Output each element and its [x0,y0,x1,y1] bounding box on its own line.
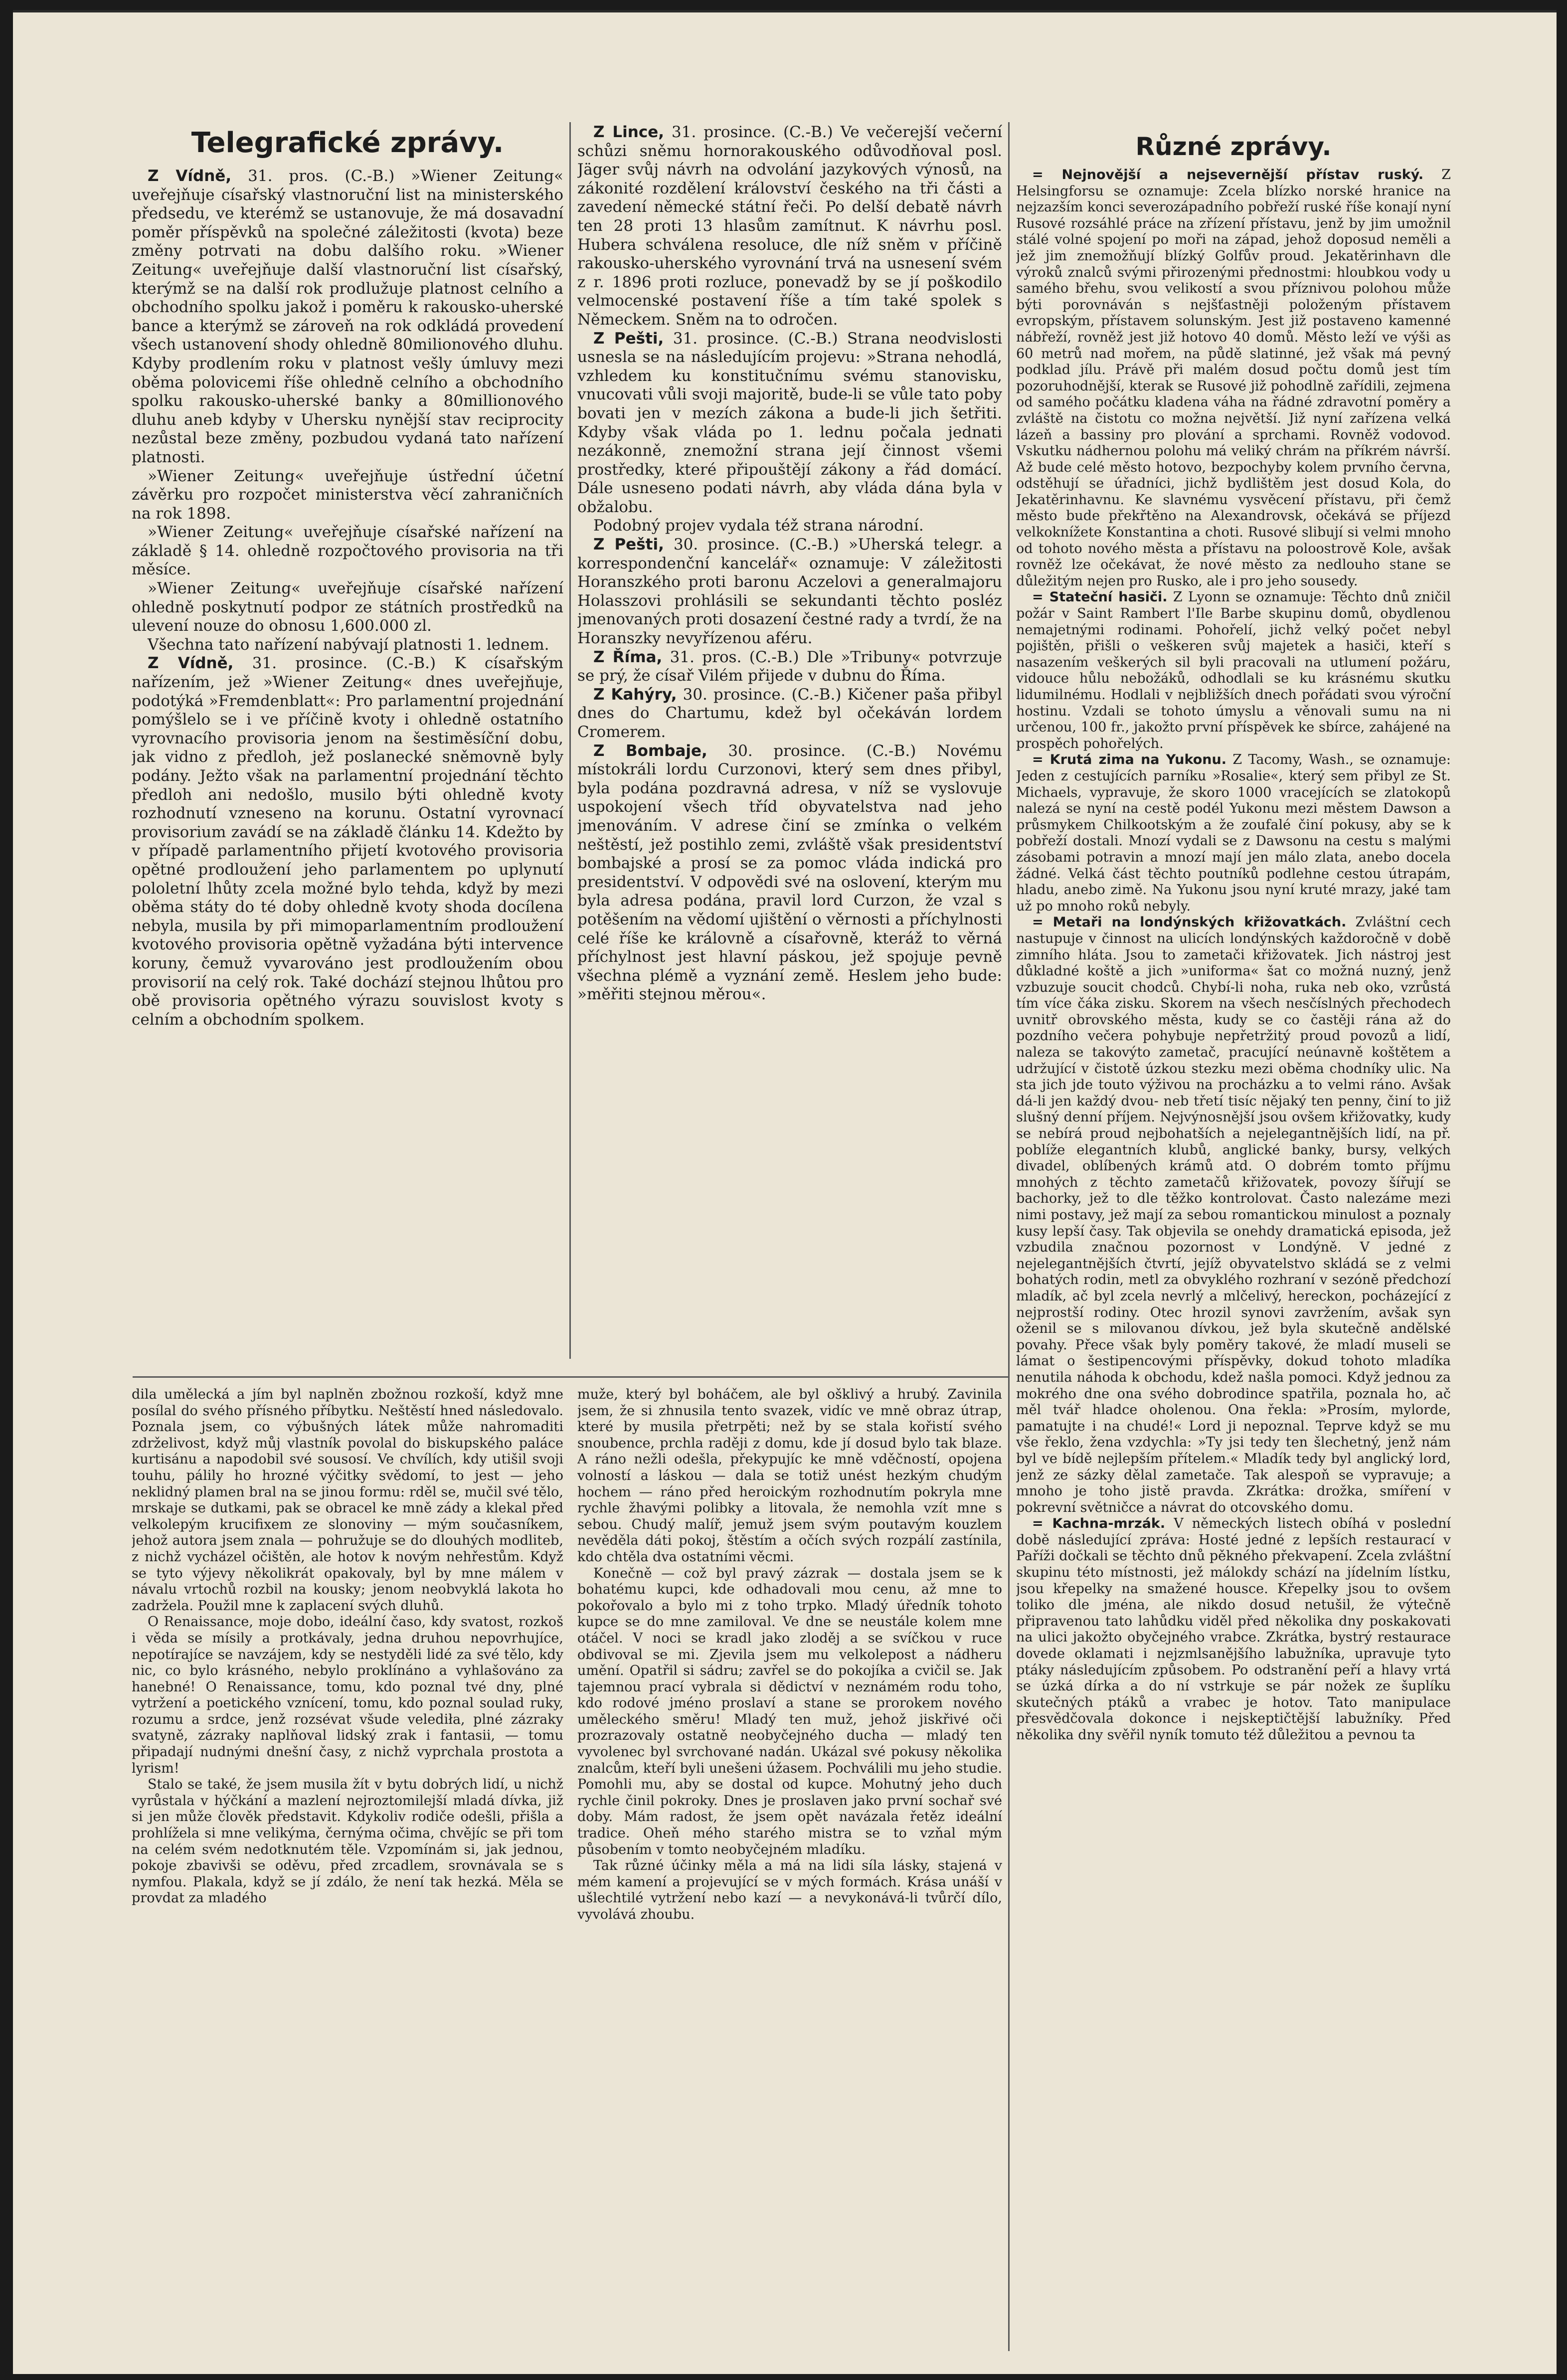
news-item: = Krutá zima na Yukonu. Z Tacomy, Wash., se oznamuje: Jeden z cestujících parníku »Rosalie«, který sem přibyl ze St. Michaels, vypravuje, že skoro 1000 vracejících se zlatokopů nalezá se nyní na cestě podél Yukonu mezi městem Dawson a průsmykem Chilkootským a že zoufalé činí pokusy, aby se k pobřeží dostali. Mnozí vydali se z Dawsonu na cestu s malými zásobami potravin a mnozí mají jen málo zlata, anebo docela žádné. Velká část těchto poutníků podlehne cestou útrapám, hladu, anebo zimě. Na Yukonu jsou nyní kruté mrazy, jaké tam už po mnoho roků nebyly. [1016,752,1451,914]
telegraph-item: Z Pešti, 30. prosince. (C.-B.) »Uherská telegr. a korrespondenční kancelář« oznamuje: V záležitosti Horanszkého proti baronu Aczelovi a generalmajoru Holasszovi prohlásili se sekundanti těchto posléz jmenovaných proti dosazení čestné rady a tvrdí, že na Horanszky nevyřízenou aféru. [577,536,1002,648]
feuilleton-column-1 [132,1387,563,2349]
telegraph-item: Všechna tato nařízení nabývají platnosti 1. lednem. [148,635,549,654]
feuilleton-paragraph: Tak různé účinky měla a má na lidi síla lásky, stajená v mém kamení a projevující se v mých formách. Krása unáší v ušlechtilé vytržení nebo kazí — a nevykonává-li tvůrčí dílo, vyvolává zhoubu. [577,1858,1002,1922]
telegraph-item: »Wiener Zeitung« uveřejňuje císařské nařízení ohledně poskytnutí podpor ze státních prostředků na ulevení nouze do obnosu 1,600.000 zl. [132,579,563,635]
telegraph-title: Telegrafické zprávy. [191,127,504,159]
telegraph-item: Z Bombaje, 30. prosince. (C.-B.) Novému místokráli lordu Curzonovi, který sem dnes přibyl, byla podána pozdravná adresa, v níž se vyslovuje uspokojení všech tříd obyvatelstva nad jeho jmenováním. V adrese činí se zmínka o velkém neštěstí, jež postihlo zemi, zvláště však presidentství bombajské a prosí se za pomoc vláda indická pro presidentství. V odpovědi své na oslovení, kterým mu byla adresa podána, pravil lord Curzon, že vzal s potěšením na vědomí ujištění o věrnosti a příchylnosti celé říše ke královně a císařovně, kteráž to věrná příchylnost jest hlavní páskou, jež spojuje pevně všechna plémě a vyznání země. Heslem jeho bude: »měřiti stejnou měrou«. [577,741,1002,1004]
feuilleton-separator [133,1376,1008,1378]
telegraph-item: Z Říma, 31. pros. (C.-B.) Dle »Tribuny« potvrzuje se prý, že císař Vilém přijede v dubnu do Říma. [577,648,1002,685]
telegraph-item: Z Vídně, 31. pros. (C.-B.) »Wiener Zeitung« uveřejňuje císařský vlastnoruční list na ministerského předsedu, ve kterémž se ustanovuje, že má dosavadní poměr příspěvků na společné záležitosti (kvota) beze změny potrvati na dobu dalšího roku. »Wiener Zeitung« uveřejňuje další vlastnoruční list císařský, kterýmž se na další rok prodlužuje platnost celního a obchodního spolku jakož i poměru k rakousko-uherské bance a kterýmž se zároveň na rok odkládá provedení všech ustanovení shody ohledně 80milionového dluhu. Kdyby prodlením roku v platnost vešly úmluvy mezi oběma polovicemi říše ohledně celního a obchodního spolku rakousko-uherské banky a 80millionového dluhu aneb kdyby v Uhersku nynější stav reciprocity nezůstal beze změny, pozbudou vydaná tato nařízení platnosti. [132,167,563,466]
feuilleton-paragraph: muže, který byl boháčem, ale byl ošklivý a hrubý. Zavinila jsem, že si zhnusila tento svazek, vidíc ve mně obraz útrap, které by musila přetrpěti; než by se stala kořistí svého snoubence, prchla raději z domu, kde jí dosud bylo tak blaze. A ráno nežli odešla, překypujíc ke mně vděčností, opojena volností a láskou — dala se totiž unést hezkým chudým hochem — ráno před heroickým rozhodnutím pokryla mne rychle žhavými polibky a litovala, že nemohla vzít mne s sebou. Chudý malíř, jemuž jsem svým poutavým kouzlem nevěděla dáti pokoj, štěstím a očích svých rozpálí zastínila, kdo chtěla dva ostatními věcmi. [577,1387,1002,1565]
feuilleton-paragraph: Konečně — což byl pravý zázrak — dostala jsem se k bohatému kupci, kde odhadovali mou cenu, až mne to pokořovalo a bylo mi z toho trpko. Mladý úředník tohoto kupce se do mne zamiloval. Ve dne se neustále kolem mne otáčel. V noci se kradl jako zloděj a se svíčkou v ruce obdivoval se mi. Zjevila jsem mu velkolepost a nádheru umění. Opatřil si sádru; zavřel se do pokojíka a cvičil se. Jak tajemnou prací vybrala si dědictví v neznámém rodu toho, kdo rodové jméno proslaví a stane se prorokem nového uměleckého směru! Mladý ten muž, jehož jiskřivé oči prozrazovaly ostatně neobyčejného ducha — mladý ten vyvolenec byl svrchované nadán. Ukázal své pokusy několika znalcům, kteří byli unešeni úžasem. Pochválili mu jeho studie. Pomohli mu, aby se dostal od kupce. Mohutný jeho duch rychle činil pokroky. Dnes je proslaven jako první sochař své doby. Mám radost, že jsem opět navázala řetěz ideální tradice. Oheň mého starého mistra se to vzňal mým působením v tomto neobyčejném mladíku. [577,1565,1002,1857]
column-rule-right [1008,122,1010,2351]
telegraph-column-1 [132,123,563,1365]
telegraph-column-2 [577,123,1002,1365]
news-item: = Stateční hasiči. Z Lyonn se oznamuje: Těchto dnů zničil požár v Saint Rambert l'Ile Barbe skupinu domů, obydlenou nemajetnými rodinami. Pohořelí, jichž velký počet nebyl pojištěn, přišli o veškeren svůj majetek a hasiči, kteří s nasazením veškerých sil byli pracovali na utlumení požáru, vidouce hůlu nebožáků, odhodlali se ku krásnému skutku lidumilnému. Hodlali v nejbližších dnech pořádati svou výroční hostinu. Vzdali se tohoto úmyslu a věnovali sumu na ni určenou, 100 fr., jakožto první příspěvek ke sbírce, zahájené na prospěch pohořelých. [1016,589,1451,751]
news-column [1016,123,1451,2352]
telegraph-item: Podobný projev vydala též strana národní. [593,517,924,535]
feuilleton-column-2 [577,1387,1002,2349]
telegraph-item: »Wiener Zeitung« uveřejňuje císařské nařízení na základě § 14. ohledně rozpočtového provisoria na tři měsíce. [132,523,563,579]
news-item: = Metaři na londýnských křižovatkách. Zvláštní cech nastupuje v činnost na ulicích londýnských každoročně v době zimního hláta. Jsou to zametači křižovatek. Jich nástroj jest důkladné koště a jich »uniforma« šat co možná nuzný, jenž vzbuzuje soucit chodců. Chybí-li noha, ruka neb oko, vzrůstá tím více čáka zisku. Skorem na všech nesčíslných přechodech uvnitř obrovského města, kudy se co častěji rána až do pozdního večera pohybuje nepřetržitý proud povozů a lidí, naleza se takovýto zametač, pracující neúnavně koštětem a udržující v čistotě úzkou stezku mezi oběma chodníky ulic. Na sta jich jde touto výživou na procházku a to velmi ráno. Avšak dá-li jen každý dvou- neb třetí tisíc nějaký ten penny, činí to již slušný denní příjem. Nejvýnosnější jsou ovšem křižovatky, kudy se nebírá proud nejbohatších a nejelegantnějších lidí, na př. poblíže elegantních klubů, anglické banky, bursy, velkých divadel, oblíbených krámů atd. O dobrém tomto příjmu mnohých z těchto zametačů křižovatek, povozy šířují se bachorky, jež to dle těžko kontrolovat. Často nalezáme mezi nimi postavy, jež mají za sebou romantickou minulost a poznaly kusy lepší časy. Tak objevila se onehdy dramatická episoda, jež vzbudila značnou pozornost v Londýně. V jedné z nejelegantnějších čtvrtí, jejíž obyvatelstvo skládá se z velmi bohatých rodin, metl za obvyklého rozhraní v sezóně předchozí mladík, ač byl zcela nevrlý a mlčelivý, hereckon, pocházející z nejprostší rodiny. Otec hrozil synovi zavržením, avšak syn oženil se s milovanou dívkou, jež byla skutečně andělské povahy. Přece však byly poměry takové, že mladí museli se lámat o šestipencovými příspěvky, dokud tohoto mladíka nenutila náhoda k obchodu, kdež našla pomoci. Když jednou za mokrého dne ona svého dobrodince spatřila, poznala ho, ač měl tvář hladce oholenou. Ona řekla: »Prosím, mylorde, pamatujte i na chudé!« Lord ji nepoznal. Teprve když se mu vše řeklo, žena vzdychla: »Ty jsi tedy ten šlechetný, jenž nám byl ve bídě nejlepším přítelem.« Mladík tedy byl anglický lord, jenž ze sázky dělal zametače. Tak alespoň se vypravuje; a mnoho je toho jistě pravda. Zkrátka: drožka, smíření v pokrevní světničce a návrat do otcovského domu. [1016,915,1451,1515]
newspaper-page [13,10,1557,2374]
feuilleton-paragraph: Stalo se také, že jsem musila žít v bytu dobrých lidí, u nichž vyrůstala v hýčkání a mazlení nejroztomilejší mladá dívka, již si jen může člověk představit. Kdykoliv rodiče odešli, přišla a prohlížela si mne velikýma, černýma očima, chvějíc se při tom na celém svém nedotknutém těle. Vzpomínám si, jak jednou, pokoje zbavivši se oděvu, před zrcadlem, srovnávala se s nymfou. Plakala, když se jí zdálo, že není tak hezká. Měla se provdat za mladého [132,1777,563,1906]
telegraph-item: Z Kahýry, 30. prosince. (C.-B.) Kičener paša přibyl dnes do Chartumu, kdež byl očekáván lordem Cromerem. [577,685,1002,741]
telegraph-item: »Wiener Zeitung« uveřejňuje ústřední účetní závěrku pro rozpočet ministerstva věcí zahraničních na rok 1898. [132,467,563,523]
news-item: = Kachna-mrzák. V německých listech obíhá v poslední době následující zpráva: Hosté jedné z lepších restaurací v Paříži dočkali se těchto dnů pěkného překvapení. Zcela zvláštní skupinu této místnosti, jež málokdy schází na jídelním lístku, jsou křepelky na smažené housce. Křepelky jsou to ovšem toliko dle jména, ale nikdo dosud netušil, že výtečně připravenou tato lahůdku viděl před několika dny poskakovati na ulici jakožto obyčejného vrabce. Zkrátka, bystrý restaurace dovede oklamati i nejzmlsanějšího labužníka, upravuje tyto ptáky následujícím způsobem. Po odstranění peří a hlavy vrtá se úzká dírka a do ní vstrkuje se pár nožek ze šuplíku skutečných ptáků a vrabec je hotov. Tato manipulace přesvědčovala dokonce i nejskeptičtější labužníky. Před několika dny svěřil nyník tomuto též důležitou a pevnou ta [1016,1516,1451,1743]
column-rule-left [569,122,571,1359]
news-item: = Nejnovější a nejsevernější přístav ruský. Z Helsingforsu se oznamuje: Zcela blízko norské hranice na nejzazším konci severozápadního pobřeží ruské říše konají nyní Rusové rozsáhlé práce na zřízení přístavu, jenž by jim umožnil stálé volné spojení po moři na západ, jehož doposud neměli a jež jim znemožňují blízký Golfův proud. Jekatěrinhavn dle výroků znalců svými přirozenými přednostmi: hloubkou vody u samého břehu, svou velikostí a svou příznivou polohou může býti porovnáván s nejšťastněji položeným přístavem evropským, přístavem solunským. Jest již postaveno kamenné nábřeží, rovněž jest již hotovo 40 domů. Město leží ve výši as 60 metrů nad mořem, na půdě slatinné, jež však má pevný podklad jílu. Právě při malém dosud počtu domů jest tím pozoruhodnější, kterak se Rusové již pohodlně zařídili, zejmena od samého počátku kladena váha na řádné zdravotní poměry a zvláště na čistotu co možna největší. Již nyní zařízena velká lázeň a bassiny pro plování a sprchami. Rovněž vodovod. Vskutku nádhernou polohu má veliký chrám na příkrém návrší. Až bude celé město hotovo, bezpochyby kolem prvního června, odstěhují se úřadníci, jichž bydlištěm jest dosud Kola, do Jekatěrinhavnu. Ke slavnému vysvěcení přístavu, při čemž město bude překřtěno na Alexandrovsk, očekává se příjezd velkoknížete Konstantina a choti. Rusové slibují si velmi mnoho od tohoto nového města a přístavu na poloostrově Kole, avšak rovněž lze očekávat, že nové město za nedlouho stane se důležitým nejen pro Rusko, ale i pro jeho sousedy. [1016,167,1451,589]
telegraph-item: Z Lince, 31. prosince. (C.-B.) Ve večerejší večerní schůzi sněmu hornorakouského odůvodňoval posl. Jäger svůj návrh na odvolání jazykových výnosů, na zákonité rozdělení království českého na tři části a zavedení německé státní řeči. Po delší debatě návrh ten 28 proti 13 hlasům zamítnut. K návrhu posl. Hubera schválena resoluce, dle níž sněm v příčině rakousko-uherského vyrovnání trvá na usnesení svém z r. 1896 proti rozluce, ponevadž by se jí poškodilo velmocenské postavení říše a tím také spolek s Německem. Sněm na to odročen. [577,123,1002,329]
telegraph-item: Z Vídně, 31. prosince. (C.-B.) K císařským nařízením, jež »Wiener Zeitung« dnes uveřejňuje, podotýká »Fremdenblatt«: Pro parlamentní projednání pomýšlelo se i ve příčině kvoty i ohledně ostatního vyrovnacího provisoria jenom na šestiměsíční dobu, jak vidno z předloh, jež poslanecké sněmovně byly podány. Ježto však na parlamentní projednání těchto předloh ani nedošlo, musilo býti ohledně kvoty rozhodnutí vzneseno na korunu. Ostatní vyrovnací provisorium zavádí se na základě článku 14. Kdežto by v případě parlamentního přijetí kvotového provisoria opětné prodloužení jeho parlamentem po uplynutí pololetní lhůty zcela možné bylo tehda, když by mezi oběma státy do té doby ohledně kvoty shoda docílena nebyla, musila by při mimoparlamentním prodloužení kvotového provisoria opětně vyžadána býti intervence koruny, čemuž vyvarováno jest prodloužením obou provisorií na celý rok. Také dochází stejnou lhůtou pro obě provisoria opětného výrazu souvislost kvoty s celním a obchodním spolkem. [132,654,563,1029]
news-title: Různé zprávy. [1135,132,1332,161]
feuilleton-paragraph: dila umělecká a jím byl naplněn zbožnou rozkoší, když mne posílal do svého přísného příbytku. Neštěstí hned následovalo. Poznala jsem, co výbušných látek může nahromaditi zdrželivost, když můj vlastník povolal do biskupského paláce kurtisánu a napodobil své sousosí. Ve chvílích, kdy utišil svoji touhu, pálily ho hrozné výčitky svědomí, to jest — jeho neklidný plamen bral na se jinou formu: rděl se, mučil své tělo, mrskaje se dutkami, pak se obracel ke mně zády a klekal před velkolepým krucifixem ze slonoviny — mým současníkem, jehož autora jsem znala — pohružuje se do dlouhých modliteb, z nichž vycházel očištěn, ale hotov k novým nehřestům. Když se tyto výjevy několikrát opakovaly, byl by mne málem v návalu vrtochů rozbil na kousky; jenom neobvyklá lakota ho zadržela. Použil mne k zaplacení svých dluhů. [132,1387,563,1614]
feuilleton-paragraph: O Renaissance, moje dobo, ideální časo, kdy svatost, rozkoš i věda se mísily a protkávaly, jedna druhou nepovrhujíce, nepotírajíce se navzájem, kdy se nestyděli lidé za své tělo, kdy nic, co bylo krásného, nebylo proklínáno a vyhlašováno za hanebné! O Renaissance, tomu, kdo poznal tvé dny, plné vytržení a poetického vznícení, tomu, kdo poznal soulad ruky, rozumu a srdce, jenž rozsévat všude velediła, plné zázraky svatyně, zázraky naplňoval lidský zrak i fantasii, — tomu připadají nudnými dnešní časy, z nichž vyprchala prostota a lyrism! [132,1614,563,1776]
telegraph-item: Z Pešti, 31. prosince. (C.-B.) Strana neodvislosti usnesla se na následujícím projevu: »Strana nehodlá, vzhledem ku konstitučnímu svému stanovisku, vnucovati vůli svoji majoritě, bude-li se vůle tato poby bovati jen v mezích zákona a bude-li jich šetřiti. Kdyby však vláda po 1. lednu počala jednati nezákonně, znemožní strana její činnost všemi prostředky, které připouštějí zákony a řád domácí. Dále usneseno podati návrh, aby vláda dána byla v obžalobu. [577,329,1002,516]
